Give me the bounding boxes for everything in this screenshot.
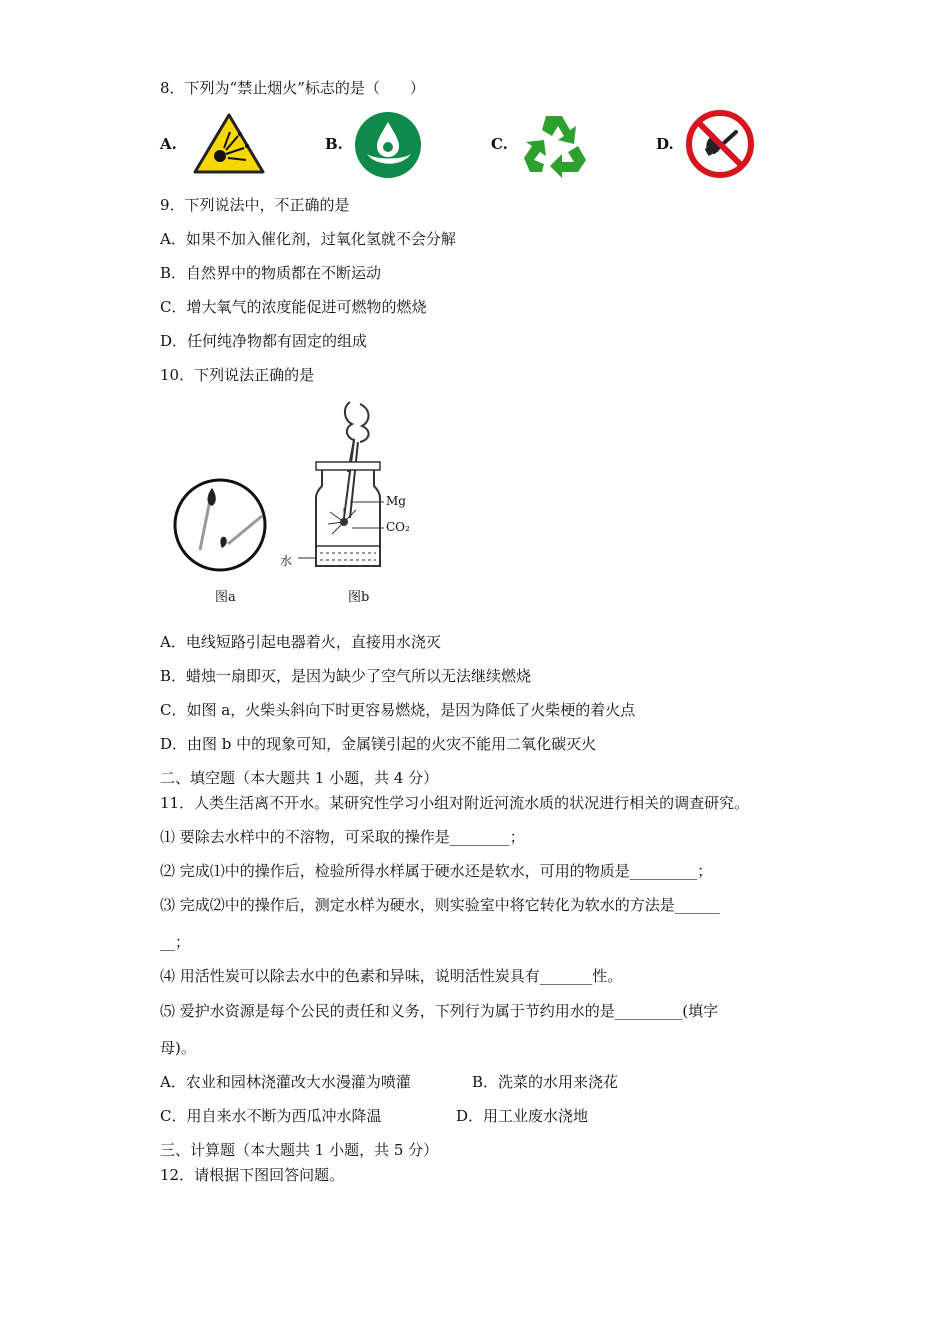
q11-part-3: ⑶ 完成⑵中的操作后，测定水样为硬水，则实验室中将它转化为软水的方法是______ xyxy=(160,896,720,914)
q11-option-c: C．用自来水不断为西瓜冲水降温 xyxy=(160,1107,382,1125)
q11-option-b: B．洗菜的水用来浇花 xyxy=(472,1073,619,1091)
water-saving-icon xyxy=(353,110,423,180)
q10-option-d: D．由图 b 中的现象可知，金属镁引起的火灾不能用二氧化碳灭火 xyxy=(160,735,597,753)
q10-option-a: A．电线短路引起电器着火，直接用水浇灭 xyxy=(160,633,441,651)
q11-part-5-continued: 母)。 xyxy=(160,1039,196,1057)
q11-part-2: ⑵ 完成⑴中的操作后，检验所得水样属于硬水还是软水，可用的物质是_________； xyxy=(160,862,713,880)
q11-part-3-continued: __； xyxy=(160,933,191,951)
figure-b-label-mg: Mg xyxy=(386,494,406,508)
figure-a-match-diagram xyxy=(170,476,272,574)
figure-b-label-water: 水 xyxy=(280,554,293,568)
section-3-title: 三、计算题（本大题共 1 小题，共 5 分） xyxy=(160,1141,439,1159)
q11-option-d: D．用工业废水浇地 xyxy=(456,1107,589,1125)
q8-option-c-label: C. xyxy=(491,135,508,153)
q9-option-a: A．如果不加入催化剂，过氧化氢就不会分解 xyxy=(160,230,456,248)
q11-part-4: ⑷ 用活性炭可以除去水中的色素和异味，说明活性炭具有_______性。 xyxy=(160,967,623,985)
figure-b-label-co2: CO₂ xyxy=(386,520,410,534)
q8-option-b-label: B. xyxy=(325,135,343,153)
q9-option-c: C．增大氧气的浓度能促进可燃物的燃烧 xyxy=(160,298,427,316)
recycle-icon xyxy=(522,110,592,178)
section-2-title: 二、填空题（本大题共 1 小题，共 4 分） xyxy=(160,769,439,787)
figure-b-caption: 图b xyxy=(348,590,370,605)
q8-stem: 8．下列为“禁止烟火”标志的是（ ） xyxy=(160,79,425,97)
q10-stem: 10．下列说法正确的是 xyxy=(160,366,315,384)
q9-stem: 9．下列说法中，不正确的是 xyxy=(160,196,350,214)
no-fire-icon xyxy=(684,108,756,180)
q9-option-b: B．自然界中的物质都在不断运动 xyxy=(160,264,382,282)
figure-a-caption: 图a xyxy=(215,590,236,605)
q12-stem: 12．请根据下图回答问题。 xyxy=(160,1166,345,1184)
q11-stem: 11．人类生活离不开水。某研究性学习小组对附近河流水质的状况进行相关的调查研究。 xyxy=(160,794,750,812)
q10-option-b: B．蜡烛一扇即灭，是因为缺少了空气所以无法继续燃烧 xyxy=(160,667,532,685)
q11-part-1: ⑴ 要除去水样中的不溶物，可采取的操作是________； xyxy=(160,828,525,846)
q9-option-d: D．任何纯净物都有固定的组成 xyxy=(160,332,368,350)
q10-option-c: C．如图 a，火柴头斜向下时更容易燃烧，是因为降低了火柴梗的着火点 xyxy=(160,701,636,719)
q8-option-a-label: A. xyxy=(160,135,177,153)
figure-b-mg-co2-diagram xyxy=(280,398,430,574)
q11-part-5: ⑸ 爱护水资源是每个公民的责任和义务，下列行为属于节约用水的是_________(填字 xyxy=(160,1002,719,1020)
explosive-warning-icon xyxy=(192,112,266,176)
q8-option-d-label: D. xyxy=(656,135,674,153)
q11-option-a: A．农业和园林浇灌改大水漫灌为喷灌 xyxy=(160,1073,411,1091)
